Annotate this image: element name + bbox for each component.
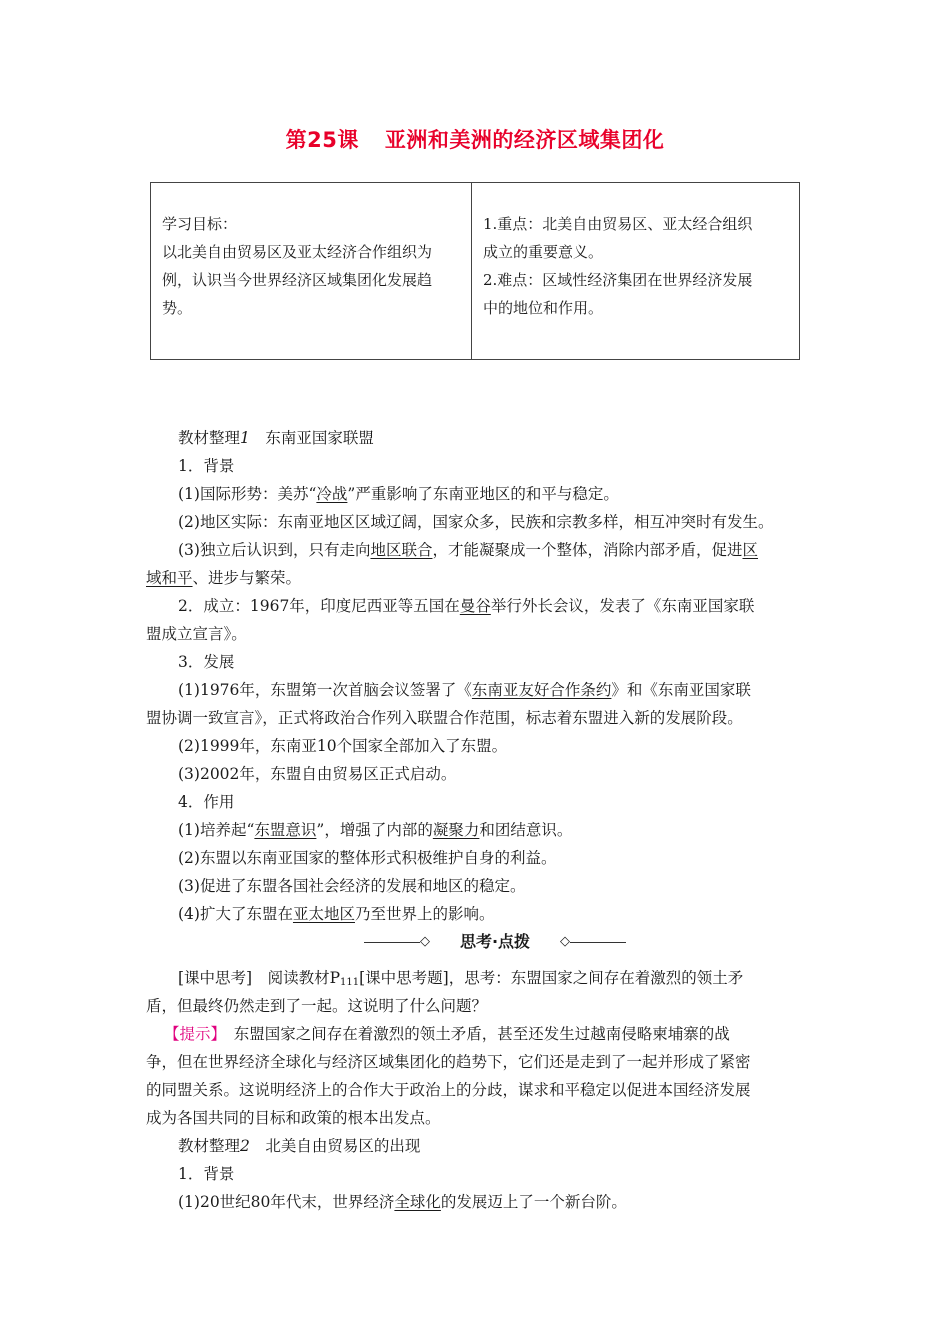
- lesson-name: 亚洲和美洲的经济区域集团化: [384, 128, 665, 152]
- role-item-1: (1)培养起“东盟意识”，增强了内部的凝聚力和团结意识。: [178, 821, 573, 839]
- role-item-3: (3)促进了东盟各国社会经济的发展和地区的稳定。: [178, 877, 526, 895]
- key-points-line: 成立的重要意义。: [483, 243, 604, 261]
- key-points-line: 中的地位和作用。: [483, 299, 604, 317]
- tip-answer-line: 成为各国共同的目标和政策的根本出发点。: [146, 1109, 441, 1127]
- background-item-1: (1)国际形势：美苏“冷战”严重影响了东南亚地区的和平与稳定。: [178, 485, 619, 503]
- section2-background-title: 1．背景: [178, 1165, 235, 1183]
- goals-line: 以北美自由贸易区及亚太经济合作组织为: [162, 243, 433, 261]
- think-divider: [364, 931, 626, 953]
- establishment-item: 2．成立：1967年，印度尼西亚等五国在曼谷举行外长会议，发表了《东南亚国家联: [178, 597, 755, 615]
- development-item-3: (3)2002年，东盟自由贸易区正式启动。: [178, 765, 457, 783]
- learning-goals-cell: [151, 183, 472, 359]
- key-points-line: 1.重点：北美自由贸易区、亚太经合组织: [483, 215, 753, 233]
- tip-label: 【提示】: [164, 1025, 219, 1043]
- development-title: 3．发展: [178, 653, 235, 671]
- background-item-3: (3)独立后认识到，只有走向地区联合，才能凝聚成一个整体，消除内部矛盾，促进区: [178, 541, 759, 559]
- section2-heading: 教材整理2 北美自由贸易区的出现: [178, 1137, 421, 1155]
- diamond-icon: ◇: [420, 934, 430, 949]
- development-item-1: (1)1976年，东盟第一次首脑会议签署了《东南亚友好合作条约》和《东南亚国家联: [178, 681, 751, 699]
- development-item-1-cont: 盟协调一致宣言》，正式将政治合作列入联盟合作范围，标志着东盟进入新的发展阶段。: [146, 709, 743, 727]
- page-title: [0, 124, 950, 154]
- establishment-item-cont: 盟成立宣言》。: [146, 625, 247, 643]
- think-question-cont: 盾，但最终仍然走到了一起。这说明了什么问题？: [146, 997, 488, 1015]
- goals-line: 学习目标：: [162, 215, 238, 233]
- divider-line-right: [570, 942, 626, 943]
- section1-heading: 教材整理1 东南亚国家联盟: [178, 429, 374, 447]
- divider-label: 思考·点拨: [459, 932, 531, 951]
- key-points-cell: [472, 183, 799, 359]
- role-item-2: (2)东盟以东南亚国家的整体形式积极维护自身的利益。: [178, 849, 557, 867]
- diamond-icon: ◇: [560, 934, 570, 949]
- background-item-2: (2)地区实际：东南亚地区区域辽阔，国家众多，民族和宗教多样，相互冲突时有发生。: [178, 513, 774, 531]
- tip-answer-line: 的同盟关系。这说明经济上的合作大于政治上的分歧，谋求和平稳定以促进本国经济发展: [146, 1081, 751, 1099]
- tip-answer: 【提示】 东盟国家之间存在着激烈的领土矛盾，甚至还发生过越南侵略柬埔寨的战: [164, 1025, 730, 1043]
- tip-answer-line: 争，但在世界经济全球化与经济区域集团化的趋势下，它们还是走到了一起并形成了紧密: [146, 1053, 751, 1071]
- key-points-line: 2.难点：区域性经济集团在世界经济发展: [483, 271, 753, 289]
- role-title: 4．作用: [178, 793, 235, 811]
- development-item-2: (2)1999年，东南亚10个国家全部加入了东盟。: [178, 737, 508, 755]
- divider-line-left: [364, 942, 420, 943]
- learning-goals-table: [150, 182, 800, 360]
- goals-line: 例，认识当今世界经济区域集团化发展趋: [162, 271, 433, 289]
- goals-line: 势。: [162, 299, 193, 317]
- lesson-number: 第25课: [285, 128, 359, 152]
- role-item-4: (4)扩大了东盟在亚太地区乃至世界上的影响。: [178, 905, 495, 923]
- think-question: [课中思考] 阅读教材$P_{111}$[课中思考题]，思考：东盟国家之间存在着激烈的领土矛: [178, 969, 744, 988]
- section2-background-item-1: (1)20世纪80年代末，世界经济全球化的发展迈上了一个新台阶。: [178, 1193, 627, 1211]
- background-item-3-cont: 域和平、进步与繁荣。: [146, 569, 302, 587]
- section1-background-title: 1．背景: [178, 457, 235, 475]
